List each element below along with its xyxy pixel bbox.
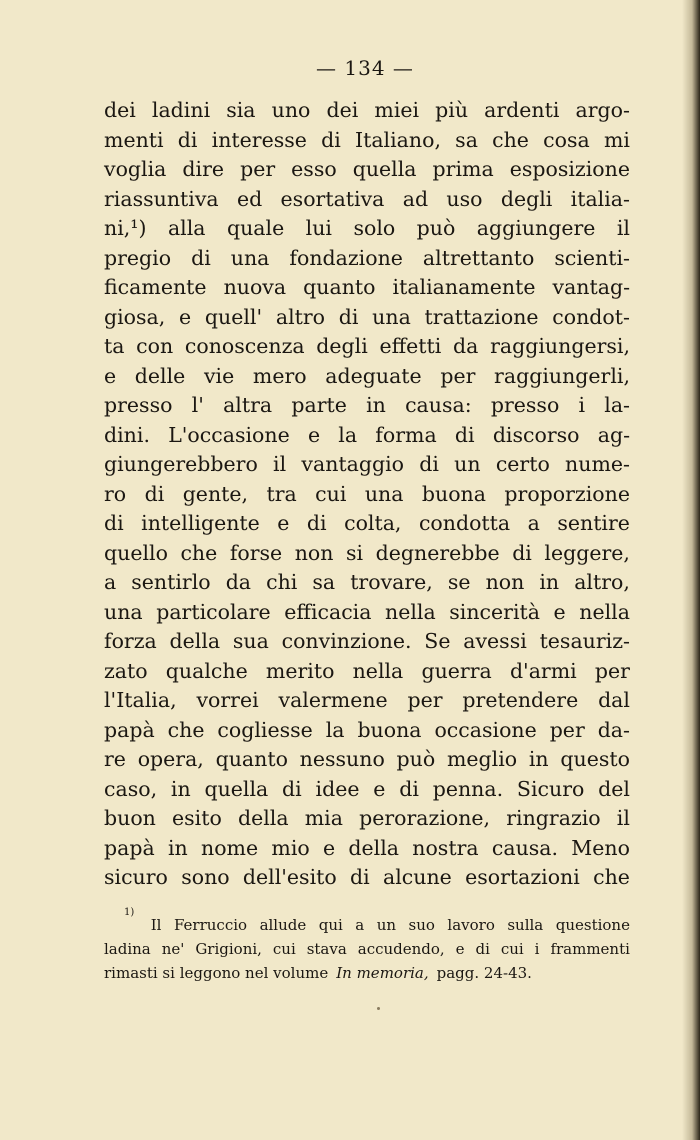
word: l'Italia, [104,688,177,712]
footnote-word: i [534,940,540,958]
word: che [492,127,529,152]
word: particolare [156,599,271,624]
word: vorrei [196,688,259,712]
word: di [350,865,370,889]
word: convinzione. [281,629,412,653]
word: non [485,570,525,594]
word: forse [229,540,283,565]
word: colta, [344,511,402,535]
word: nostra [412,835,479,860]
text-line [104,391,630,421]
footnote-word: Grigioni, [195,940,262,958]
word: Sicuro [516,776,585,801]
word: scienti- [554,245,630,270]
text-line [104,509,630,539]
footnote-word: lavoro [447,916,495,934]
word: e [277,511,290,535]
word: in [528,747,549,771]
word: idee [315,776,360,801]
word: può [396,747,436,771]
word: qualche [165,658,248,683]
word: avessi [463,629,527,653]
text-line [104,539,630,569]
word: in [366,393,386,417]
footnote-word: Il [150,916,162,934]
word: della [169,629,221,653]
word: interesse [211,127,307,152]
word: di [191,245,211,270]
footnote-word: Ferruccio [173,916,248,934]
word: buon [104,806,156,830]
word: causa: [405,393,472,417]
text-line [104,244,630,274]
word: esito [172,806,222,830]
word: di [512,540,532,565]
word: di [399,776,419,801]
word: buona [357,717,422,742]
word: argo- [575,98,630,122]
word: presso [490,393,560,417]
word: più [435,98,469,122]
footnote-word: frammenti [550,940,630,958]
word: forza [104,629,157,653]
text-line [104,834,630,864]
word: italianamente [392,275,536,299]
footnote-word: ladina [104,940,151,958]
footnote-word: accudendo, [357,940,445,958]
text-line [104,686,630,716]
word: e [323,835,336,860]
text-line [104,480,630,510]
word: di [454,422,475,447]
word: la [338,422,358,447]
word: nessuno [299,747,385,771]
word: degli [500,186,553,211]
word: re [104,747,126,771]
word: in [167,835,188,860]
footnote-line [104,907,630,937]
word: raggiungersi, [490,334,630,358]
footnote-word: a [355,916,365,934]
word: uso [446,186,483,211]
word: quanto [303,275,376,299]
word: sa [455,127,478,152]
word: il [273,452,287,476]
word: mio [271,835,310,860]
word: ad [402,186,429,211]
word: nume- [565,452,630,476]
word: miei [374,98,420,122]
word: effetti [379,334,442,358]
word: di [282,776,302,801]
text-line [104,214,630,244]
footnote [104,907,630,985]
word: valermene [278,688,388,712]
word: di [144,481,165,506]
text-line [104,804,630,834]
word: sincerità [449,599,540,624]
word: delle [134,363,186,388]
word: certo [495,452,550,476]
word: leggere, [544,540,630,565]
text-line [104,657,630,687]
word: con [136,334,174,358]
word: causa. [491,835,559,860]
word: parte [291,393,347,417]
word: cogliesse [217,717,313,742]
text-line [104,716,630,746]
word: occasione [434,717,537,742]
word: non [294,540,334,565]
text-line [104,568,630,598]
word: alcune [383,865,452,889]
word: mero [252,363,307,388]
word: i [578,393,586,417]
footnote-word: questione [555,916,630,934]
word: e [307,422,321,447]
word: trattazione [424,304,539,329]
word: condot- [552,304,630,329]
word: voglia [104,157,167,181]
word: meglio [446,747,518,771]
word: sua [232,629,269,653]
word: e [373,776,386,801]
footnote-marker: 1) [124,907,135,918]
word: gente, [182,481,249,506]
word: dal [598,688,630,712]
word: che [167,717,205,742]
text-line [104,273,630,303]
footnote-volume-title: In memoria, [336,964,429,982]
word: discorso [492,422,580,447]
footnote-word: cui [500,940,524,958]
word: zato [104,658,148,683]
word: ta [104,334,125,358]
word: quanto [215,747,288,771]
word: il [616,806,630,830]
word: della [237,806,289,830]
word: ficamente [104,275,207,299]
word: altro, [574,570,630,594]
word: da- [597,717,630,742]
footnote-word: suo [408,916,435,934]
word: ardenti [484,98,560,122]
word: il [616,216,630,240]
word: di [306,511,327,535]
word: altra [223,393,273,417]
text-line [104,745,630,775]
word: può [416,216,456,240]
footnote-line [104,937,630,961]
word: degli [316,334,368,358]
word: menti [104,127,164,152]
word: cosa [543,127,590,152]
word: forma [375,422,437,447]
word: e [553,599,566,624]
word: alla [167,216,206,240]
word: un [454,452,481,476]
word: ni,¹) [104,216,147,240]
text-line [104,775,630,805]
word: opera, [137,747,204,771]
word: raggiungerli, [494,363,630,388]
word: giungerebbero [104,452,258,476]
word: mia [304,806,343,830]
text-line [104,332,630,362]
footnote-word: cui [272,940,296,958]
word: per [440,363,476,388]
word: di [104,511,124,535]
footnote-word: allude [259,916,307,934]
word: quello [104,540,168,565]
text-line [104,155,630,185]
word: vantaggio [301,452,405,476]
footnote-line [104,961,630,985]
word: esso [291,157,337,181]
word: una [230,245,270,270]
ink-speck [377,1007,380,1010]
word: sono [181,865,230,889]
word: trovare, [350,570,433,594]
word: penna. [432,776,504,801]
word: ro [104,481,127,506]
word: nella [352,658,404,683]
footnote-word: un [376,916,397,934]
footnote-word: stava [306,940,347,958]
word: una [364,481,404,506]
word: esortativa [280,186,385,211]
word: da [225,570,252,594]
word: giosa, [104,304,166,329]
word: ladini [151,98,211,122]
word: per [594,658,630,683]
word: in [539,570,560,594]
word: per [240,157,276,181]
word: guerra [421,658,492,683]
word: riassuntiva [104,186,219,211]
word: proporzione [504,481,630,506]
word: fondazione [289,245,403,270]
word: papà [104,835,155,860]
word: l' [191,393,204,417]
word: dini. [104,422,150,447]
word: adeguate [325,363,422,388]
word: per [549,717,585,742]
body-text [104,96,630,893]
word: in [170,776,191,801]
word: la- [604,393,630,417]
word: di [177,127,198,152]
word: di [338,304,359,329]
footnote-text: rimasti si leggono nel volume [104,964,329,982]
word: vantag- [552,275,630,299]
word: una [104,599,143,624]
word: che [593,865,630,889]
word: vie [203,363,235,388]
word: esposizione [509,157,630,181]
footnote-word: qui [318,916,343,934]
word: papà [104,717,155,742]
word: di [419,452,439,476]
word: dell'esito [242,865,337,889]
word: dire [182,157,225,181]
word: degnerebbe [375,540,500,565]
text-line [104,96,630,126]
word: L'occasione [168,422,290,447]
word: caso, [104,776,158,801]
word: e [104,363,117,388]
word: mi [603,127,630,152]
word: sa [312,570,336,594]
word: a [527,511,540,535]
word: efficacia [284,599,372,624]
word: pregio [104,245,172,270]
word: tra [266,481,297,506]
word: ag- [597,422,630,447]
word: dei [326,98,359,122]
word: merito [265,658,335,683]
word: lui [305,216,332,240]
page-number: — 134 — [316,56,414,80]
word: aggiungere [476,216,596,240]
word: questo [560,747,630,771]
word: sicuro [104,865,168,889]
word: quale [226,216,285,240]
word: conoscenza [184,334,305,358]
word: uno [271,98,311,122]
text-line [104,863,630,893]
footnote-word: e [455,940,465,958]
word: da [453,334,479,358]
text-line [104,598,630,628]
word: ringrazio [506,806,601,830]
word: e [179,304,192,329]
footnote-word: di [475,940,490,958]
text-line [104,421,630,451]
word: solo [353,216,396,240]
word: Italiano, [355,127,441,152]
word: sia [226,98,256,122]
word: che [180,540,218,565]
text-line [104,185,630,215]
word: si [346,540,364,565]
word: condotta [418,511,511,535]
word: Meno [571,835,630,860]
word: intelligente [141,511,260,535]
word: altrettanto [422,245,535,270]
word: della [348,835,399,860]
word: sentirlo [131,570,211,594]
word: ed [236,186,263,211]
word: presso [104,393,173,417]
word: esortazioni [465,865,580,889]
word: nuova [223,275,287,299]
word: quella [352,157,417,181]
footnote-word: sulla [507,916,544,934]
word: Se [424,629,451,653]
word: quell' [204,304,263,329]
text-line [104,303,630,333]
word: sentire [557,511,630,535]
word: se [447,570,471,594]
word: nome [201,835,259,860]
word: una [372,304,411,329]
word: quella [204,776,269,801]
word: pretendere [462,688,579,712]
word: di [321,127,341,152]
footnote-word: ne' [161,940,185,958]
word: italia- [570,186,630,211]
word: per [407,688,443,712]
word: dei [104,98,136,122]
word: altro [275,304,326,329]
word: d'armi [509,658,577,683]
word: nella [579,599,630,624]
word: prima [432,157,494,181]
word: tesauriz- [539,629,630,653]
footnote-text: pagg. 24-43. [436,964,532,982]
text-line [104,362,630,392]
word: buona [421,481,486,506]
text-line [104,450,630,480]
word: a [104,570,117,594]
word: del [598,776,630,801]
word: cui [315,481,347,506]
text-line [104,627,630,657]
word: la [325,717,345,742]
word: perorazione, [359,806,491,830]
text-line [104,126,630,156]
word: chi [266,570,298,594]
word: nella [385,599,436,624]
